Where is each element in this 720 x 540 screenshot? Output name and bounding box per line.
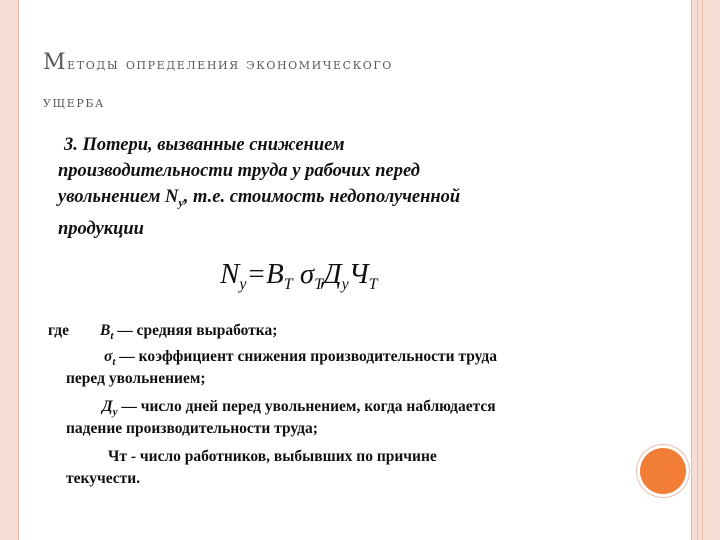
- heading-line: 3. Потери, вызванные снижением: [64, 135, 345, 155]
- section-heading: [58, 132, 618, 242]
- heading-line: производительности труда у рабочих перед: [58, 161, 420, 181]
- heading-line: увольнением $N_у$, т.е. стоимость недополученной: [58, 187, 461, 210]
- decorative-rail: [697, 0, 698, 540]
- decorative-rail: [702, 0, 703, 540]
- definition-continuation: перед увольнением;: [66, 370, 206, 387]
- title-line2: ущерба: [43, 93, 105, 111]
- formula: $N_у=В_Т$ $\sigma_ТД_уЧ_Т$: [220, 258, 378, 293]
- definition-continuation: падение производительности труда;: [66, 420, 318, 437]
- heading-line: продукции: [58, 218, 144, 239]
- definition-item: $В_t$ — средняя выработка;: [100, 322, 278, 343]
- title-initial: М: [43, 50, 68, 75]
- title-line1: етоды определения экономического: [67, 55, 393, 73]
- definition-item: Чт - число работников, выбывших по причине: [108, 448, 437, 465]
- where-label: где: [48, 322, 69, 339]
- definition-item: $\sigma_t$ — коэффициент снижения производительности труда: [104, 348, 498, 369]
- definition-item: $Д_у$ — число дней перед увольнением, когда наблюдается: [102, 398, 496, 419]
- decorative-circle: [640, 448, 686, 494]
- slide-title: [43, 44, 603, 121]
- definition-continuation: текучести.: [66, 470, 141, 487]
